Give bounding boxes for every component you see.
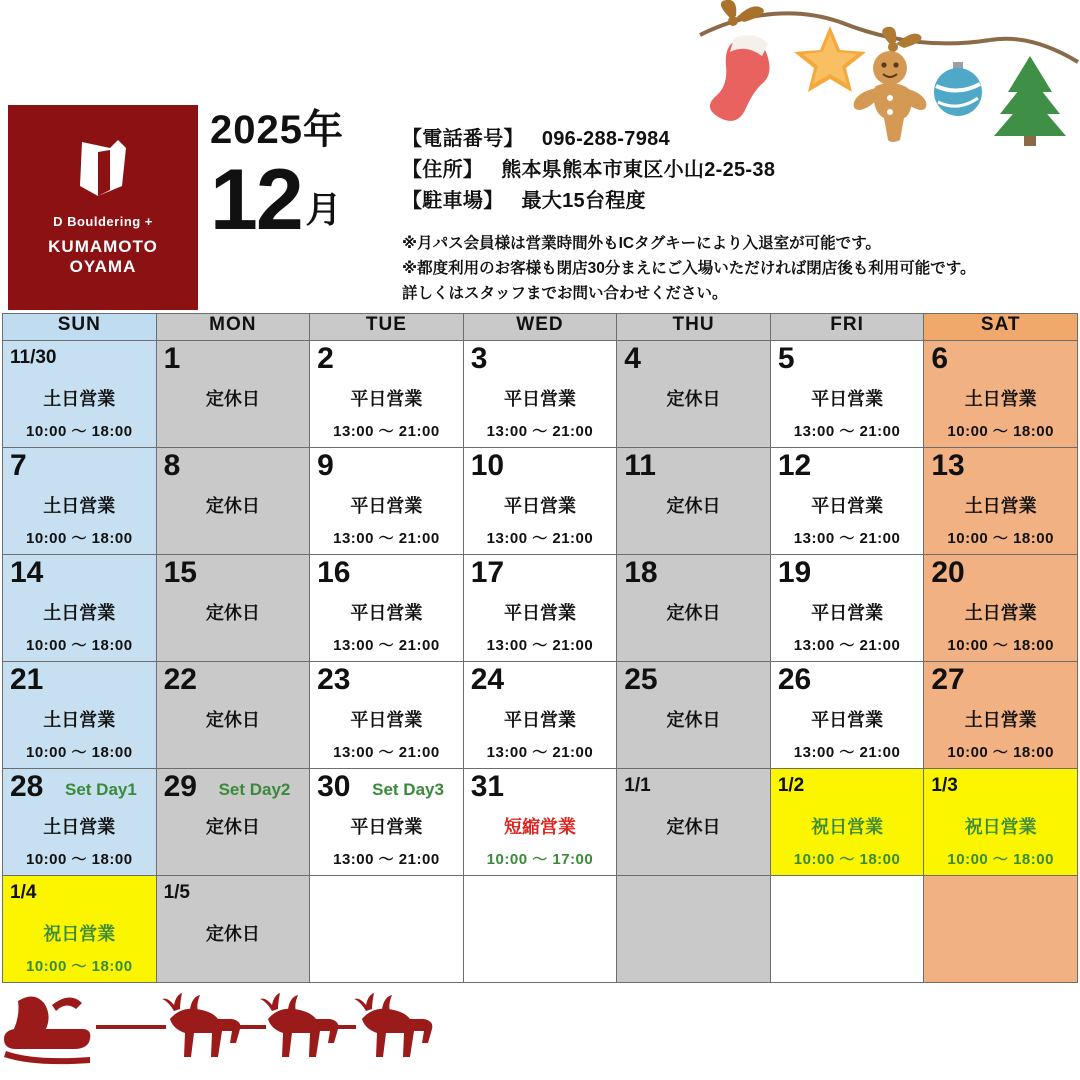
day-hours: 10:00 〜 18:00 bbox=[947, 637, 1054, 654]
day-hours: 13:00 〜 21:00 bbox=[486, 530, 594, 547]
calendar-day-cell bbox=[156, 876, 310, 983]
day-number: 10 bbox=[470, 449, 505, 482]
day-status-label: 定休日 bbox=[666, 603, 721, 623]
day-hours: 10:00 〜 18:00 bbox=[793, 851, 901, 868]
day-number: 6 bbox=[931, 342, 949, 375]
day-status-label: 土日営業 bbox=[43, 603, 116, 623]
day-status-label: 定休日 bbox=[205, 496, 260, 516]
calendar-day-cell bbox=[310, 341, 464, 448]
day-number: 16 bbox=[317, 556, 351, 589]
calendar-day-cell bbox=[617, 555, 771, 662]
day-hours: 13:00 〜 21:00 bbox=[793, 744, 901, 761]
calendar-day-cell bbox=[617, 662, 771, 769]
day-number: 4 bbox=[624, 342, 641, 375]
day-number: 1/4 bbox=[10, 882, 37, 903]
calendar-day-cell bbox=[310, 876, 464, 983]
day-status-label: 定休日 bbox=[205, 389, 260, 409]
calendar-day-cell bbox=[3, 448, 157, 555]
day-status-label: 定休日 bbox=[666, 710, 721, 730]
day-number: 11 bbox=[624, 449, 656, 482]
day-status-label: 平日営業 bbox=[350, 817, 423, 837]
day-status-label: 平日営業 bbox=[811, 603, 884, 623]
day-number: 31 bbox=[470, 770, 505, 803]
day-number: 15 bbox=[163, 556, 197, 589]
day-number: 13 bbox=[931, 449, 965, 482]
day-hours: 13:00 〜 21:00 bbox=[333, 530, 440, 547]
calendar-header-row bbox=[3, 314, 1078, 341]
logo-brand-text: D Bouldering + bbox=[53, 213, 153, 229]
calendar-day-cell bbox=[156, 448, 310, 555]
calendar-day-cell bbox=[463, 448, 617, 555]
day-status-label: 平日営業 bbox=[503, 603, 576, 623]
info-value-parking: 最大15台程度 bbox=[521, 190, 646, 212]
day-number: 1/1 bbox=[624, 775, 651, 796]
info-value-phone: 096-288-7984 bbox=[541, 128, 670, 150]
calendar-day-cell bbox=[463, 769, 617, 876]
calendar-day-cell bbox=[617, 769, 771, 876]
day-number: 3 bbox=[470, 342, 488, 375]
day-status-label: 祝日営業 bbox=[964, 817, 1037, 837]
calendar-day-cell bbox=[310, 662, 464, 769]
day-number: 1/2 bbox=[777, 775, 805, 796]
day-hours: 10:00 〜 18:00 bbox=[947, 851, 1054, 868]
day-hours: 13:00 〜 21:00 bbox=[486, 423, 594, 440]
day-number: 21 bbox=[10, 663, 44, 696]
day-status-label: 定休日 bbox=[666, 817, 721, 837]
weekday-header-thu: THU bbox=[617, 314, 771, 341]
day-status-label: 平日営業 bbox=[350, 496, 423, 516]
notes bbox=[402, 231, 1062, 306]
day-number: 8 bbox=[163, 449, 181, 482]
day-hours: 13:00 〜 21:00 bbox=[486, 637, 594, 654]
day-number: 12 bbox=[777, 449, 812, 482]
day-number: 28 bbox=[10, 770, 44, 803]
day-number: 29 bbox=[163, 770, 197, 803]
poster-header bbox=[0, 0, 1080, 315]
day-status-label: 土日営業 bbox=[964, 496, 1037, 516]
info-row-address bbox=[402, 155, 1062, 186]
day-number: 9 bbox=[317, 449, 334, 482]
day-status-label: 祝日営業 bbox=[811, 817, 884, 837]
day-status-label: 定休日 bbox=[666, 389, 721, 409]
calendar-day-cell bbox=[770, 662, 924, 769]
day-number: 5 bbox=[777, 342, 795, 375]
calendar-week-row bbox=[3, 448, 1078, 555]
day-number: 2 bbox=[317, 342, 334, 375]
calendar-day-cell bbox=[310, 769, 464, 876]
day-number: 24 bbox=[470, 663, 505, 696]
info-value-address: 熊本県熊本市東区小山2-25-38 bbox=[501, 159, 776, 181]
calendar-day-cell bbox=[924, 448, 1078, 555]
day-status-label: 定休日 bbox=[205, 710, 260, 730]
calendar-week-row bbox=[3, 341, 1078, 448]
day-hours: 10:00 〜 18:00 bbox=[25, 423, 133, 440]
year-label: 2025年 bbox=[210, 108, 344, 152]
day-number: 14 bbox=[10, 556, 44, 589]
day-status-label: 定休日 bbox=[666, 496, 721, 516]
day-status-label: 土日営業 bbox=[964, 389, 1037, 409]
calendar-day-cell bbox=[463, 555, 617, 662]
day-hours: 13:00 〜 21:00 bbox=[333, 851, 440, 868]
note-line-2: ※都度利用のお客様も閉店30分まえにご入場いただければ閉店後も利用可能です。 bbox=[402, 260, 976, 278]
calendar-day-cell bbox=[463, 662, 617, 769]
day-number: 1 bbox=[163, 342, 181, 375]
day-hours: 13:00 〜 21:00 bbox=[793, 637, 901, 654]
day-hours: 13:00 〜 21:00 bbox=[486, 744, 594, 761]
weekday-header-sat: SAT bbox=[924, 314, 1078, 341]
gym-logo bbox=[8, 105, 198, 310]
calendar-day-cell bbox=[463, 341, 617, 448]
calendar-day-cell bbox=[770, 555, 924, 662]
day-status-label: 平日営業 bbox=[350, 389, 423, 409]
day-hours: 10:00 〜 18:00 bbox=[25, 851, 133, 868]
info-label-phone: 【電話番号】 bbox=[402, 128, 524, 150]
day-status-label: 土日営業 bbox=[43, 817, 116, 837]
month-number: 12 bbox=[210, 152, 302, 248]
month-heading bbox=[210, 152, 395, 248]
day-status-label: 定休日 bbox=[205, 603, 260, 623]
calendar-day-cell bbox=[617, 876, 771, 983]
day-number: 27 bbox=[931, 663, 965, 696]
calendar-week-row bbox=[3, 769, 1078, 876]
month-suffix: 月 bbox=[305, 189, 342, 231]
calendar-day-cell bbox=[924, 341, 1078, 448]
weekday-header-tue: TUE bbox=[310, 314, 464, 341]
info-row-phone bbox=[402, 124, 1062, 155]
calendar-body bbox=[3, 341, 1078, 983]
day-hours: 13:00 〜 21:00 bbox=[333, 744, 440, 761]
day-number: 1/3 bbox=[931, 775, 958, 796]
set-day-badge: Set Day3 bbox=[372, 780, 444, 799]
day-number: 20 bbox=[931, 556, 965, 589]
info-label-address: 【住所】 bbox=[402, 159, 484, 181]
calendar-day-cell bbox=[3, 341, 157, 448]
day-hours: 10:00 〜 18:00 bbox=[25, 744, 133, 761]
calendar-day-cell bbox=[924, 662, 1078, 769]
day-number: 23 bbox=[317, 663, 351, 696]
day-number: 22 bbox=[163, 663, 197, 696]
day-status-label: 定休日 bbox=[205, 817, 260, 837]
info-label-parking: 【駐車場】 bbox=[402, 190, 504, 212]
day-hours: 10:00 〜 18:00 bbox=[947, 423, 1054, 440]
day-status-label: 平日営業 bbox=[811, 389, 884, 409]
calendar-day-cell bbox=[156, 555, 310, 662]
day-status-label: 平日営業 bbox=[811, 710, 884, 730]
info-row-parking bbox=[402, 186, 1062, 217]
calendar-day-cell bbox=[770, 448, 924, 555]
calendar-day-cell bbox=[924, 555, 1078, 662]
contact-info bbox=[402, 124, 1062, 306]
day-hours: 10:00 〜 18:00 bbox=[947, 530, 1054, 547]
day-number: 25 bbox=[624, 663, 658, 696]
day-hours: 10:00 〜 18:00 bbox=[947, 744, 1054, 761]
weekday-header-mon: MON bbox=[156, 314, 310, 341]
santa-sleigh-decoration bbox=[0, 985, 470, 1080]
day-number: 1/5 bbox=[163, 882, 190, 903]
day-status-label: 平日営業 bbox=[350, 603, 423, 623]
day-hours: 13:00 〜 21:00 bbox=[333, 423, 440, 440]
calendar-day-cell bbox=[310, 555, 464, 662]
calendar-day-cell bbox=[770, 769, 924, 876]
day-number: 26 bbox=[777, 663, 812, 696]
day-hours: 13:00 〜 21:00 bbox=[793, 423, 901, 440]
day-status-label: 土日営業 bbox=[43, 710, 116, 730]
calendar-day-cell bbox=[156, 662, 310, 769]
day-hours: 10:00 〜 18:00 bbox=[25, 637, 133, 654]
calendar-day-cell bbox=[617, 448, 771, 555]
monthly-calendar bbox=[2, 313, 1078, 983]
day-status-label: 土日営業 bbox=[43, 389, 116, 409]
day-status-label: 平日営業 bbox=[350, 710, 423, 730]
calendar-week-row bbox=[3, 876, 1078, 983]
weekday-header-fri: FRI bbox=[770, 314, 924, 341]
weekday-header-sun: SUN bbox=[3, 314, 157, 341]
day-number: 19 bbox=[777, 556, 812, 589]
calendar-day-cell bbox=[3, 769, 157, 876]
day-number: 11/30 bbox=[10, 347, 57, 368]
day-status-label: 土日営業 bbox=[964, 603, 1037, 623]
calendar-day-cell bbox=[924, 876, 1078, 983]
logo-location-text bbox=[48, 237, 158, 278]
day-status-label: 土日営業 bbox=[43, 496, 116, 516]
day-status-label: 平日営業 bbox=[503, 496, 576, 516]
set-day-badge: Set Day2 bbox=[218, 780, 291, 799]
calendar-day-cell bbox=[770, 341, 924, 448]
weekday-header-wed: WED bbox=[463, 314, 617, 341]
day-number: 18 bbox=[624, 556, 658, 589]
day-status-label: 土日営業 bbox=[964, 710, 1037, 730]
day-status-label: 短縮営業 bbox=[503, 817, 576, 837]
day-status-label: 平日営業 bbox=[503, 389, 576, 409]
calendar-day-cell bbox=[310, 448, 464, 555]
calendar-week-row bbox=[3, 662, 1078, 769]
day-number: 17 bbox=[470, 556, 505, 589]
note-line-1: ※月パス会員様は営業時間外もICタグキーにより入退室が可能です。 bbox=[402, 235, 881, 252]
day-hours: 13:00 〜 21:00 bbox=[333, 637, 440, 654]
day-hours: 13:00 〜 21:00 bbox=[793, 530, 901, 547]
d-bouldering-logo-icon bbox=[76, 138, 130, 200]
day-number: 7 bbox=[10, 449, 27, 482]
calendar-day-cell bbox=[3, 876, 157, 983]
calendar-day-cell bbox=[3, 555, 157, 662]
calendar-day-cell bbox=[924, 769, 1078, 876]
calendar-day-cell bbox=[463, 876, 617, 983]
day-status-label: 平日営業 bbox=[503, 710, 576, 730]
calendar-day-cell bbox=[617, 341, 771, 448]
calendar-day-cell bbox=[156, 769, 310, 876]
day-hours: 10:00 〜 18:00 bbox=[25, 958, 133, 975]
day-status-label: 平日営業 bbox=[811, 496, 884, 516]
calendar-day-cell bbox=[3, 662, 157, 769]
note-line-3: 詳しくはスタッフまでお問い合わせください。 bbox=[402, 285, 728, 303]
date-heading bbox=[210, 108, 395, 248]
calendar-day-cell bbox=[770, 876, 924, 983]
logo-location-line1: KUMAMOTO bbox=[48, 236, 158, 256]
day-status-label: 定休日 bbox=[205, 924, 260, 944]
day-hours: 10:00 〜 18:00 bbox=[25, 530, 133, 547]
day-hours: 10:00 〜 17:00 bbox=[486, 851, 594, 868]
set-day-badge: Set Day1 bbox=[65, 780, 137, 799]
calendar-week-row bbox=[3, 555, 1078, 662]
calendar-day-cell bbox=[156, 341, 310, 448]
day-status-label: 祝日営業 bbox=[43, 924, 116, 944]
logo-location-line2: OYAMA bbox=[69, 257, 137, 276]
day-number: 30 bbox=[317, 770, 351, 803]
